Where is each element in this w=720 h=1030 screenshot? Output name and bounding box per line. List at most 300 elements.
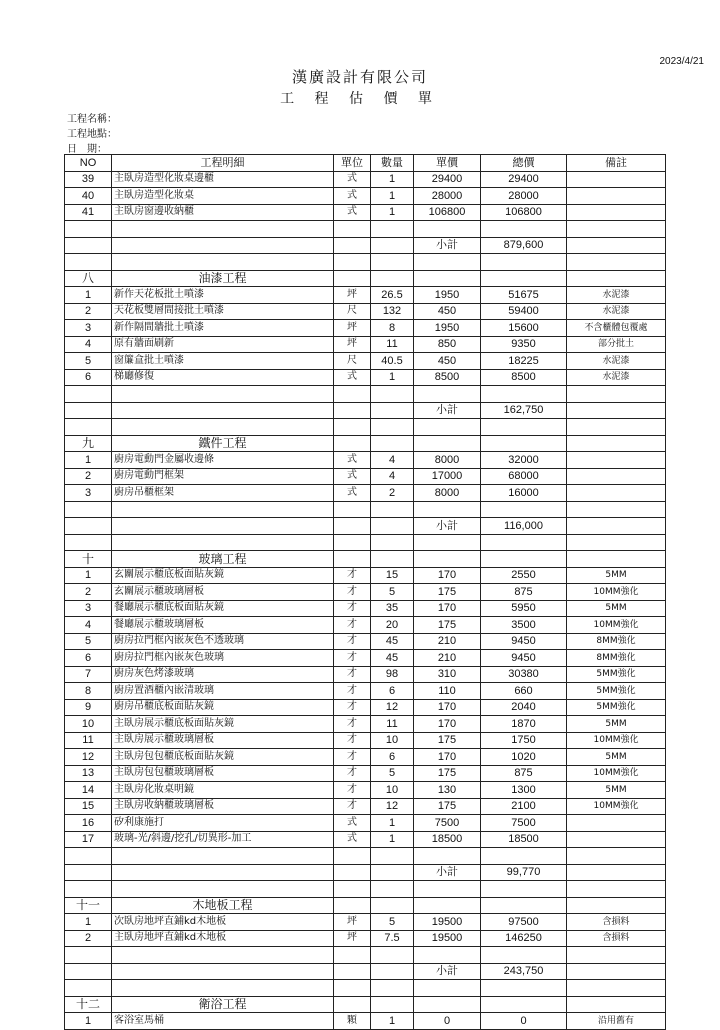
empty-cell: [414, 980, 481, 997]
item-unit: 才: [334, 683, 371, 700]
empty-cell: [65, 254, 112, 271]
empty-cell: [371, 419, 414, 436]
empty-cell: [65, 947, 112, 964]
subtotal-row: [65, 402, 666, 419]
item-qty: 12: [371, 699, 414, 716]
empty-cell: [112, 848, 334, 865]
empty-cell: [371, 864, 414, 881]
section-title: 木地板工程: [112, 897, 334, 914]
item-unit-price: 175: [414, 617, 481, 634]
empty-cell: [112, 419, 334, 436]
item-desc: 玄關展示櫃玻璃層板: [112, 584, 334, 601]
item-qty: 11: [371, 716, 414, 733]
table-row: [65, 798, 666, 815]
item-desc: 廚房吊櫃底板面貼灰鏡: [112, 699, 334, 716]
subtotal-row: [65, 864, 666, 881]
item-desc: 新作天花板批土噴漆: [112, 287, 334, 304]
item-desc: 廚房電動門框架: [112, 468, 334, 485]
table-row: [65, 452, 666, 469]
item-unit: 才: [334, 584, 371, 601]
item-unit-price: 175: [414, 584, 481, 601]
item-total: 97500: [481, 914, 567, 931]
item-note: [567, 188, 666, 205]
section-title: 衛浴工程: [112, 996, 334, 1013]
empty-cell: [112, 221, 334, 238]
item-note: 5MM: [567, 716, 666, 733]
empty-cell: [65, 980, 112, 997]
table-row: [65, 782, 666, 799]
empty-cell: [334, 501, 371, 518]
item-total: 1300: [481, 782, 567, 799]
item-qty: 8: [371, 320, 414, 337]
table-row: [65, 584, 666, 601]
section-number: 九: [65, 435, 112, 452]
item-no: 1: [65, 452, 112, 469]
item-unit: 才: [334, 716, 371, 733]
item-no: 2: [65, 584, 112, 601]
item-qty: 12: [371, 798, 414, 815]
item-unit: 才: [334, 666, 371, 683]
item-desc: 廚房置酒櫃內嵌清玻璃: [112, 683, 334, 700]
item-no: 7: [65, 666, 112, 683]
date-label: 日 期：: [67, 144, 107, 155]
subtotal-label: 小計: [414, 237, 481, 254]
item-note: 10MM強化: [567, 798, 666, 815]
empty-cell: [112, 963, 334, 980]
table-row: [65, 171, 666, 188]
item-no: 17: [65, 831, 112, 848]
empty-cell: [414, 221, 481, 238]
table-row: [65, 633, 666, 650]
empty-cell: [65, 848, 112, 865]
item-unit: 才: [334, 732, 371, 749]
item-no: 3: [65, 320, 112, 337]
empty-cell: [65, 881, 112, 898]
subtotal-row: [65, 237, 666, 254]
section-header-row: [65, 897, 666, 914]
table-row: [65, 287, 666, 304]
item-no: 5: [65, 353, 112, 370]
item-note: [567, 468, 666, 485]
empty-cell: [112, 534, 334, 551]
empty-cell: [371, 221, 414, 238]
item-unit-price: 130: [414, 782, 481, 799]
subtotal-value: 99,770: [481, 864, 567, 881]
empty-cell: [371, 254, 414, 271]
blank-row: [65, 881, 666, 898]
table-row: [65, 699, 666, 716]
item-desc: 餐廳展示櫃玻璃層板: [112, 617, 334, 634]
item-desc: 主臥房造型化妝桌邊櫃: [112, 171, 334, 188]
empty-cell: [334, 963, 371, 980]
item-note: 5MM: [567, 567, 666, 584]
empty-cell: [567, 419, 666, 436]
item-no: 8: [65, 683, 112, 700]
item-unit-price: 17000: [414, 468, 481, 485]
table-row: [65, 567, 666, 584]
empty-cell: [481, 221, 567, 238]
item-total: 28000: [481, 188, 567, 205]
empty-cell: [481, 848, 567, 865]
item-unit: 尺: [334, 353, 371, 370]
item-total: 8500: [481, 369, 567, 386]
item-unit: 坪: [334, 320, 371, 337]
item-note: [567, 815, 666, 832]
item-qty: 45: [371, 633, 414, 650]
item-unit: 坪: [334, 914, 371, 931]
item-no: 1: [65, 914, 112, 931]
item-note: [567, 831, 666, 848]
item-qty: 1: [371, 831, 414, 848]
table-body: [65, 171, 666, 1029]
empty-cell: [371, 386, 414, 403]
item-qty: 1: [371, 1013, 414, 1030]
item-no: 5: [65, 633, 112, 650]
item-unit-price: 0: [414, 1013, 481, 1030]
item-no: 2: [65, 468, 112, 485]
empty-cell: [65, 237, 112, 254]
col-header-unit-price: 單價: [414, 155, 481, 172]
item-total: 59400: [481, 303, 567, 320]
item-unit: 坪: [334, 336, 371, 353]
item-unit-price: 170: [414, 749, 481, 766]
item-note: 10MM強化: [567, 617, 666, 634]
item-total: 2040: [481, 699, 567, 716]
item-unit-price: 175: [414, 732, 481, 749]
document-date: 2023/4/21: [659, 56, 704, 67]
item-desc: 原有牆面刷新: [112, 336, 334, 353]
item-unit-price: 28000: [414, 188, 481, 205]
section-header-row: [65, 551, 666, 568]
empty-cell: [481, 534, 567, 551]
item-qty: 35: [371, 600, 414, 617]
item-total: 5950: [481, 600, 567, 617]
section-header-row: [65, 996, 666, 1013]
item-total: 3500: [481, 617, 567, 634]
item-desc: 主臥房展示櫃底板面貼灰鏡: [112, 716, 334, 733]
item-unit-price: 106800: [414, 204, 481, 221]
item-no: 6: [65, 650, 112, 667]
item-note: [567, 171, 666, 188]
item-qty: 98: [371, 666, 414, 683]
table-header-row: [65, 155, 666, 172]
subtotal-label: 小計: [414, 518, 481, 535]
item-total: 106800: [481, 204, 567, 221]
item-unit: 式: [334, 188, 371, 205]
item-note: 水泥漆: [567, 287, 666, 304]
empty-cell: [112, 501, 334, 518]
subtotal-value: 116,000: [481, 518, 567, 535]
item-no: 3: [65, 485, 112, 502]
item-qty: 26.5: [371, 287, 414, 304]
table-row: [65, 485, 666, 502]
item-total: 18500: [481, 831, 567, 848]
item-unit-price: 7500: [414, 815, 481, 832]
blank-row: [65, 254, 666, 271]
item-unit-price: 8000: [414, 485, 481, 502]
item-total: 16000: [481, 485, 567, 502]
item-qty: 7.5: [371, 930, 414, 947]
empty-cell: [371, 534, 414, 551]
empty-cell: [112, 864, 334, 881]
empty-cell: [567, 947, 666, 964]
item-qty: 1: [371, 204, 414, 221]
empty-cell: [414, 848, 481, 865]
empty-cell: [371, 963, 414, 980]
item-unit-price: 19500: [414, 914, 481, 931]
item-desc: 廚房拉門框內嵌灰色不透玻璃: [112, 633, 334, 650]
item-unit-price: 110: [414, 683, 481, 700]
item-note: 10MM強化: [567, 584, 666, 601]
empty-cell: [112, 980, 334, 997]
item-unit-price: 19500: [414, 930, 481, 947]
empty-cell: [371, 237, 414, 254]
item-total: 51675: [481, 287, 567, 304]
item-no: 2: [65, 303, 112, 320]
empty-cell: [112, 386, 334, 403]
item-no: 39: [65, 171, 112, 188]
section-number: 八: [65, 270, 112, 287]
subtotal-label: 小計: [414, 402, 481, 419]
item-unit-price: 170: [414, 716, 481, 733]
subtotal-label: 小計: [414, 864, 481, 881]
item-note: 5MM: [567, 782, 666, 799]
col-header-note: 備註: [567, 155, 666, 172]
table-row: [65, 617, 666, 634]
empty-cell: [371, 435, 414, 452]
item-unit: 尺: [334, 303, 371, 320]
empty-cell: [567, 534, 666, 551]
item-desc: 主臥房展示櫃玻璃層板: [112, 732, 334, 749]
item-desc: 主臥房地坪直鋪kd木地板: [112, 930, 334, 947]
item-no: 1: [65, 287, 112, 304]
item-no: 41: [65, 204, 112, 221]
col-header-qty: 數量: [371, 155, 414, 172]
item-no: 1: [65, 1013, 112, 1030]
empty-cell: [65, 963, 112, 980]
item-desc: 主臥房包包櫃玻璃層板: [112, 765, 334, 782]
empty-cell: [371, 551, 414, 568]
empty-cell: [481, 435, 567, 452]
blank-row: [65, 501, 666, 518]
item-unit: 顆: [334, 1013, 371, 1030]
empty-cell: [414, 534, 481, 551]
empty-cell: [567, 386, 666, 403]
item-note: 不含櫃體包覆處: [567, 320, 666, 337]
item-desc: 梯廳修復: [112, 369, 334, 386]
col-header-unit: 單位: [334, 155, 371, 172]
empty-cell: [334, 947, 371, 964]
item-no: 3: [65, 600, 112, 617]
item-note: 5MM強化: [567, 683, 666, 700]
item-unit-price: 850: [414, 336, 481, 353]
item-note: 5MM強化: [567, 699, 666, 716]
project-name-label: 工程名稱：: [67, 114, 117, 125]
item-qty: 10: [371, 782, 414, 799]
item-no: 15: [65, 798, 112, 815]
blank-row: [65, 980, 666, 997]
item-note: 8MM強化: [567, 650, 666, 667]
empty-cell: [481, 254, 567, 271]
item-qty: 15: [371, 567, 414, 584]
empty-cell: [112, 402, 334, 419]
col-header-no: NO: [65, 155, 112, 172]
item-total: 660: [481, 683, 567, 700]
item-desc: 主臥房包包櫃底板面貼灰鏡: [112, 749, 334, 766]
item-qty: 11: [371, 336, 414, 353]
item-unit: 式: [334, 831, 371, 848]
item-qty: 5: [371, 914, 414, 931]
col-header-item: 工程明細: [112, 155, 334, 172]
empty-cell: [334, 419, 371, 436]
empty-cell: [371, 996, 414, 1013]
item-qty: 45: [371, 650, 414, 667]
blank-row: [65, 947, 666, 964]
item-no: 4: [65, 617, 112, 634]
empty-cell: [481, 996, 567, 1013]
item-desc: 餐廳展示櫃底板面貼灰鏡: [112, 600, 334, 617]
item-unit: 才: [334, 650, 371, 667]
subtotal-value: 243,750: [481, 963, 567, 980]
item-unit-price: 210: [414, 633, 481, 650]
item-total: 15600: [481, 320, 567, 337]
empty-cell: [334, 435, 371, 452]
blank-row: [65, 419, 666, 436]
item-unit-price: 310: [414, 666, 481, 683]
blank-row: [65, 534, 666, 551]
subtotal-label: 小計: [414, 963, 481, 980]
item-qty: 1: [371, 171, 414, 188]
item-qty: 132: [371, 303, 414, 320]
empty-cell: [567, 518, 666, 535]
subtotal-row: [65, 963, 666, 980]
item-unit-price: 450: [414, 353, 481, 370]
item-total: 146250: [481, 930, 567, 947]
table-row: [65, 749, 666, 766]
empty-cell: [371, 980, 414, 997]
empty-cell: [414, 254, 481, 271]
empty-cell: [567, 221, 666, 238]
empty-cell: [334, 848, 371, 865]
item-unit-price: 175: [414, 798, 481, 815]
item-desc: 玄關展示櫃底板面貼灰鏡: [112, 567, 334, 584]
item-no: 1: [65, 567, 112, 584]
item-note: 水泥漆: [567, 303, 666, 320]
empty-cell: [414, 270, 481, 287]
empty-cell: [567, 864, 666, 881]
item-note: 5MM: [567, 600, 666, 617]
empty-cell: [112, 254, 334, 271]
table-row: [65, 683, 666, 700]
empty-cell: [567, 881, 666, 898]
item-total: 18225: [481, 353, 567, 370]
table-row: [65, 320, 666, 337]
item-qty: 2: [371, 485, 414, 502]
item-total: 1750: [481, 732, 567, 749]
item-total: 875: [481, 765, 567, 782]
empty-cell: [414, 881, 481, 898]
empty-cell: [414, 419, 481, 436]
item-total: 9350: [481, 336, 567, 353]
item-no: 9: [65, 699, 112, 716]
blank-row: [65, 221, 666, 238]
item-total: 2550: [481, 567, 567, 584]
item-unit: 才: [334, 617, 371, 634]
item-qty: 4: [371, 452, 414, 469]
item-qty: 10: [371, 732, 414, 749]
item-total: 29400: [481, 171, 567, 188]
item-unit-price: 170: [414, 567, 481, 584]
item-note: 部分批土: [567, 336, 666, 353]
empty-cell: [414, 501, 481, 518]
item-qty: 6: [371, 683, 414, 700]
item-desc: 廚房拉門框內嵌灰色玻璃: [112, 650, 334, 667]
item-note: [567, 485, 666, 502]
empty-cell: [65, 864, 112, 881]
item-unit: 式: [334, 204, 371, 221]
table-row: [65, 468, 666, 485]
item-unit-price: 1950: [414, 287, 481, 304]
item-unit: 才: [334, 765, 371, 782]
empty-cell: [65, 518, 112, 535]
item-note: [567, 452, 666, 469]
item-note: 5MM: [567, 749, 666, 766]
table-row: [65, 815, 666, 832]
item-note: [567, 204, 666, 221]
item-note: 10MM強化: [567, 765, 666, 782]
empty-cell: [481, 551, 567, 568]
col-header-total: 總價: [481, 155, 567, 172]
item-total: 1020: [481, 749, 567, 766]
table-row: [65, 353, 666, 370]
item-no: 13: [65, 765, 112, 782]
project-location-label: 工程地點：: [67, 129, 117, 140]
table-row: [65, 765, 666, 782]
item-unit: 式: [334, 369, 371, 386]
item-desc: 矽利康施打: [112, 815, 334, 832]
item-desc: 廚房灰色烤漆玻璃: [112, 666, 334, 683]
item-no: 2: [65, 930, 112, 947]
empty-cell: [481, 881, 567, 898]
subtotal-row: [65, 518, 666, 535]
item-desc: 主臥房窗邊收納櫃: [112, 204, 334, 221]
empty-cell: [371, 402, 414, 419]
empty-cell: [65, 501, 112, 518]
table-row: [65, 716, 666, 733]
item-qty: 1: [371, 369, 414, 386]
table-row: [65, 831, 666, 848]
table-row: [65, 336, 666, 353]
item-desc: 新作隔間牆批土噴漆: [112, 320, 334, 337]
item-total: 2100: [481, 798, 567, 815]
item-qty: 5: [371, 584, 414, 601]
blank-row: [65, 848, 666, 865]
empty-cell: [481, 897, 567, 914]
empty-cell: [334, 980, 371, 997]
table-row: [65, 732, 666, 749]
empty-cell: [334, 534, 371, 551]
table-row: [65, 303, 666, 320]
empty-cell: [567, 848, 666, 865]
item-total: 7500: [481, 815, 567, 832]
item-total: 875: [481, 584, 567, 601]
empty-cell: [112, 237, 334, 254]
empty-cell: [334, 897, 371, 914]
item-unit-price: 18500: [414, 831, 481, 848]
empty-cell: [334, 996, 371, 1013]
empty-cell: [371, 881, 414, 898]
empty-cell: [334, 551, 371, 568]
